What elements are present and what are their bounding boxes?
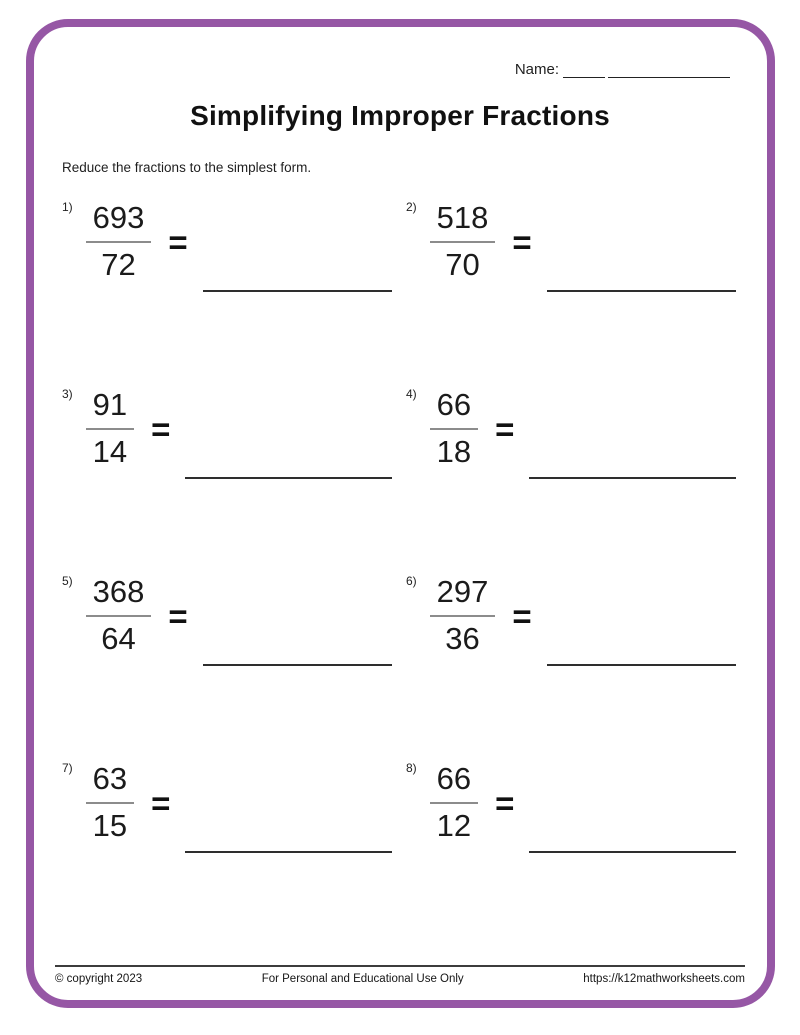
name-blank-segment[interactable] (563, 62, 605, 78)
fraction-denominator: 14 (86, 428, 134, 472)
fraction (430, 386, 478, 472)
fraction-denominator: 15 (86, 802, 134, 846)
fraction-numerator: 518 (436, 200, 489, 235)
equals-sign: = (512, 598, 532, 635)
name-blank[interactable] (608, 62, 730, 78)
equals-sign: = (495, 785, 515, 822)
problems-grid (62, 199, 736, 947)
problem-number: 6) (406, 574, 417, 588)
problem-5 (62, 573, 392, 760)
problem-4 (406, 386, 736, 573)
fraction (86, 573, 152, 659)
answer-blank[interactable] (547, 199, 736, 292)
footer (55, 965, 745, 985)
equals-sign: = (151, 411, 171, 448)
problem-number: 7) (62, 761, 73, 775)
fraction-numerator: 693 (92, 200, 145, 235)
name-row (515, 61, 730, 78)
problem-2 (406, 199, 736, 386)
fraction-denominator: 18 (430, 428, 478, 472)
fraction-denominator: 64 (86, 615, 152, 659)
fraction-denominator: 70 (430, 241, 496, 285)
problem-3 (62, 386, 392, 573)
fraction (430, 760, 478, 846)
footer-row (55, 967, 745, 985)
fraction (430, 573, 496, 659)
fraction-numerator: 66 (436, 761, 472, 796)
fraction (430, 199, 496, 285)
equals-sign: = (168, 224, 188, 261)
fraction-denominator: 72 (86, 241, 152, 285)
problem-number: 8) (406, 761, 417, 775)
fraction (86, 386, 134, 472)
answer-blank[interactable] (547, 573, 736, 666)
fraction-numerator: 63 (92, 761, 128, 796)
fraction (86, 199, 152, 285)
answer-blank[interactable] (529, 386, 736, 479)
problem-number: 4) (406, 387, 417, 401)
equals-sign: = (151, 785, 171, 822)
fraction (86, 760, 134, 846)
name-label: Name: (514, 61, 559, 78)
fraction-numerator: 91 (92, 387, 128, 422)
problem-number: 3) (62, 387, 73, 401)
page-title: Simplifying Improper Fractions (190, 100, 610, 131)
instruction-text: Reduce the fractions to the simplest form. (62, 160, 312, 175)
footer-usage: For Personal and Educational Use Only (261, 973, 464, 985)
answer-blank[interactable] (185, 386, 392, 479)
equals-sign: = (168, 598, 188, 635)
fraction-numerator: 368 (92, 574, 145, 609)
fraction-numerator: 66 (436, 387, 472, 422)
problem-8 (406, 760, 736, 947)
problem-number: 5) (62, 574, 73, 588)
equals-sign: = (495, 411, 515, 448)
answer-blank[interactable] (529, 760, 736, 853)
problem-7 (62, 760, 392, 947)
problem-number: 1) (62, 200, 73, 214)
fraction-numerator: 297 (436, 574, 489, 609)
problem-1 (62, 199, 392, 386)
answer-blank[interactable] (203, 199, 392, 292)
answer-blank[interactable] (185, 760, 392, 853)
equals-sign: = (512, 224, 532, 261)
fraction-denominator: 12 (430, 802, 478, 846)
problem-6 (406, 573, 736, 760)
footer-url-link[interactable]: https://k12mathworksheets.com (583, 973, 745, 985)
footer-copyright: © copyright 2023 (55, 973, 143, 985)
answer-blank[interactable] (203, 573, 392, 666)
fraction-denominator: 36 (430, 615, 496, 659)
problem-number: 2) (406, 200, 417, 214)
